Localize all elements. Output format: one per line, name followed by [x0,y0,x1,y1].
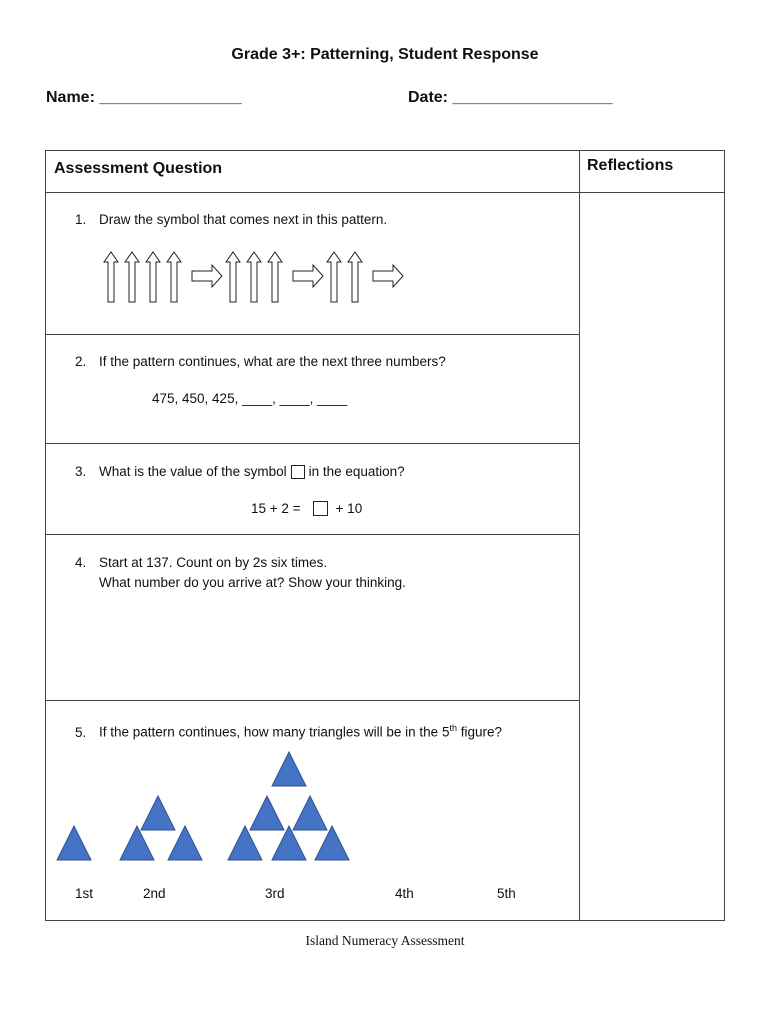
question-text: Start at 137. Count on by 2s six times. [99,555,328,570]
triangle-icon [120,826,154,860]
up-arrow-icon [146,252,160,302]
question-2 [75,352,446,372]
up-arrow-icon [268,252,282,302]
reflections-area[interactable] [580,193,724,920]
up-arrow-icon [167,252,181,302]
footer: Island Numeracy Assessment [305,933,465,948]
question-5 [75,718,502,743]
triangle-icon [315,826,349,860]
number-sequence: 475, 450, 425, ____, ____, ____ [152,391,348,406]
equation-right: + 10 [335,501,363,516]
question-number: 3. [75,464,87,479]
name-field[interactable]: Name: ________________ [46,89,242,106]
up-arrow-icon [348,252,362,302]
figure-label-1st: 1st [75,886,94,901]
row-divider [45,443,580,444]
triangle-icon [293,796,327,830]
up-arrow-icon [247,252,261,302]
question-text-end: in the equation? [308,464,405,479]
triangle-icon [272,752,306,786]
question-text: What is the value of the symbol [99,464,287,479]
column-header-reflections: Reflections [587,157,674,174]
figure-label-2nd: 2nd [143,886,166,901]
equation-left: 15 + 2 = [251,501,301,516]
square-symbol-icon [291,465,305,479]
answer-area[interactable] [46,600,578,698]
row-divider [45,534,580,535]
row-divider [45,334,580,335]
figure-label-5th: 5th [497,886,516,901]
figure-label-4th: 4th [395,886,414,901]
question-number: 1. [75,212,87,227]
question-number: 2. [75,354,87,369]
triangle-icon [250,796,284,830]
page-title: Grade 3+: Patterning, Student Response [231,46,539,63]
triangle-icon [272,826,306,860]
row-divider [45,192,580,193]
equation [251,499,362,519]
up-arrow-icon [104,252,118,302]
up-arrow-icon [327,252,341,302]
question-1 [75,210,387,230]
up-arrow-icon [226,252,240,302]
right-arrow-icon [192,265,222,287]
right-arrow-icon [373,265,403,287]
question-number: 5. [75,724,87,740]
superscript: th [449,723,457,733]
right-arrow-icon [293,265,323,287]
triangle-pattern [50,748,360,864]
question-text: If the pattern continues, how many triangles will be in the 5 [99,724,450,740]
question-text: If the pattern continues, what are the next three numbers? [99,354,446,369]
question-text-line2: What number do you arrive at? Show your thinking. [99,575,406,590]
triangle-icon [228,826,262,860]
up-arrow-icon [125,252,139,302]
row-divider [45,700,580,701]
square-symbol-icon [313,501,328,516]
figure-label-3rd: 3rd [265,886,285,901]
arrow-pattern [100,250,410,306]
question-text-end: figure? [456,724,502,740]
question-3 [75,462,405,482]
triangle-icon [141,796,175,830]
question-4 [75,553,406,593]
question-text: Draw the symbol that comes next in this pattern. [99,212,388,227]
triangle-icon [57,826,91,860]
question-number: 4. [75,555,87,570]
date-field[interactable]: Date: __________________ [408,89,613,106]
column-header-question: Assessment Question [54,160,223,177]
triangle-icon [168,826,202,860]
